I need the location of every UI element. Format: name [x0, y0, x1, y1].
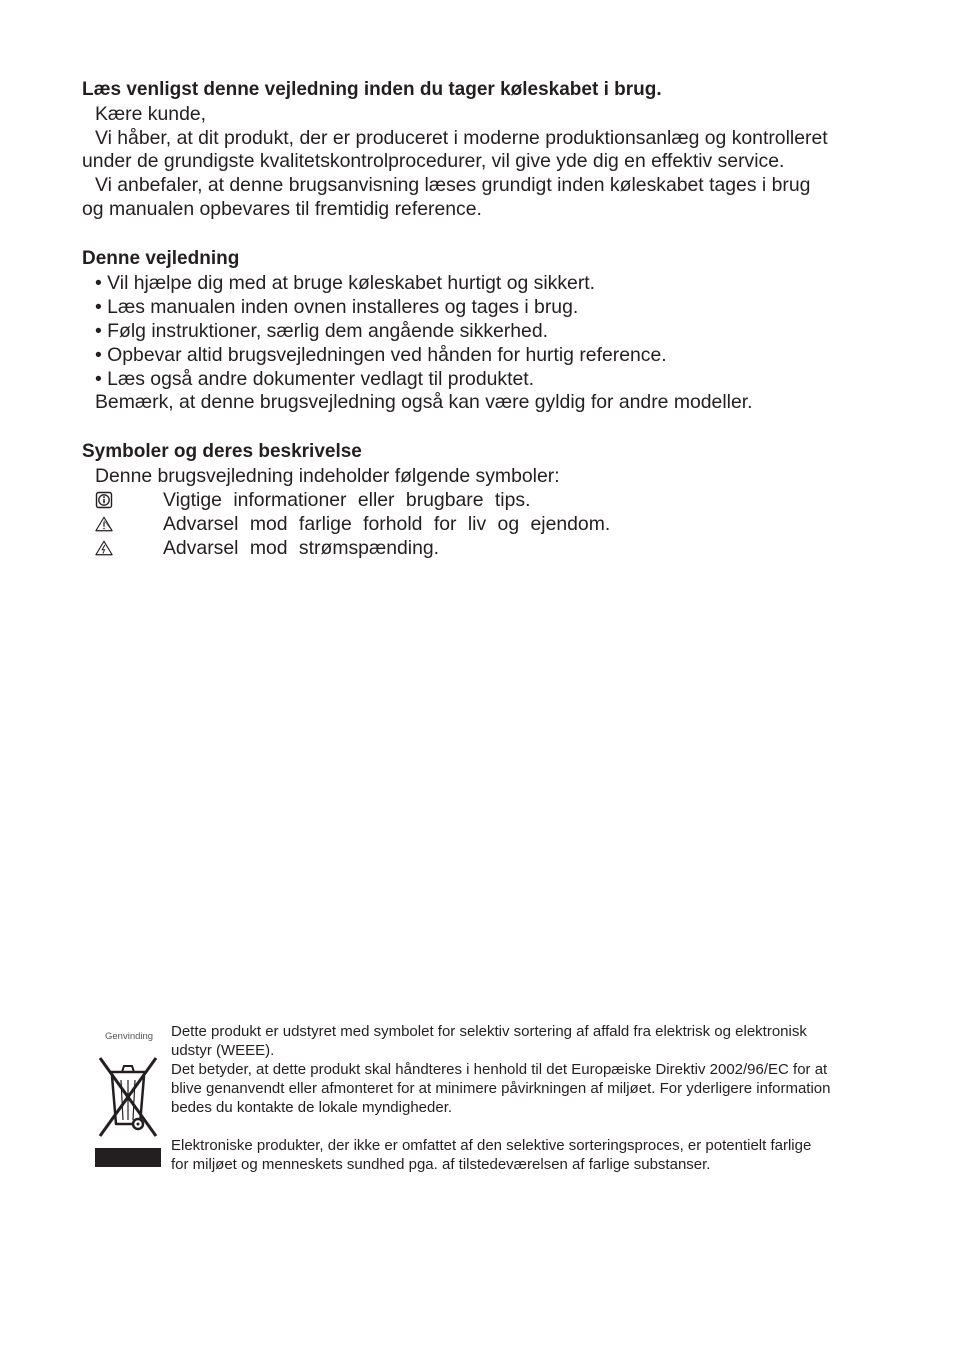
guide-bullet: • Følg instruktioner, særlig dem angående sikkerhed.: [95, 320, 548, 342]
info-icon: [95, 491, 113, 509]
intro-paragraph-1-line-1: Vi håber, at dit produkt, der er produceret i moderne produktionsanlæg og kontrolleret: [95, 127, 828, 149]
weee-paragraph: Elektroniske produkter, der ikke er omfattet af den selektive sorteringsproces, er potentielt farlige for miljøet og menneskets sundhed pga. af tilstedeværelsen af farlige substanser.: [171, 1137, 812, 1173]
intro-paragraph-2-line-1: Vi anbefaler, at denne brugsanvisning læses grundigt inden køleskabet tages i brug: [95, 174, 811, 196]
symbols-heading: Symboler og deres beskrivelse: [82, 441, 362, 462]
intro-heading: Læs venligst denne vejledning inden du tager køleskabet i brug.: [82, 79, 662, 100]
guide-note: Bemærk, at denne brugsvejledning også kan være gyldig for andre modeller.: [95, 391, 753, 413]
symbol-description: Vigtige informationer eller brugbare tips.: [163, 489, 531, 511]
symbol-description: Advarsel mod strømspænding.: [163, 537, 440, 559]
weee-paragraph: Dette produkt er udstyret med symbolet for selektiv sortering af affald fra elektrisk og elektronisk udstyr (WEEE).: [171, 1023, 807, 1059]
guide-bullet: • Læs manualen inden ovnen installeres og tages i brug.: [95, 296, 579, 318]
intro-paragraph-2-line-2: og manualen opbevares til fremtidig reference.: [82, 198, 482, 220]
symbol-row-electric-warning: [95, 536, 655, 560]
weee-paragraph: Det betyder, at dette produkt skal håndteres i henhold til det Europæiske Direktiv 2002/96/EC for at blive genanvendt eller afmonteret for at minimere påvirkningen af miljøet. For yderligere information bedes du kontakte de lokale myndigheder.: [171, 1061, 831, 1116]
symbol-row-warning: [95, 512, 655, 536]
symbol-description: Advarsel mod farlige forhold for liv og ejendom.: [163, 513, 611, 535]
crossed-out-bin-icon: [94, 1050, 162, 1168]
guide-heading: Denne vejledning: [82, 248, 240, 269]
intro-paragraph-1-line-2: under de grundigste kvalitetskontrolprocedurer, vil give yde dig en effektiv service.: [82, 150, 785, 172]
symbols-intro: Denne brugsvejledning indeholder følgende symboler:: [95, 465, 560, 487]
guide-bullet: • Opbevar altid brugsvejledningen ved hånden for hurtig reference.: [95, 344, 667, 366]
warning-icon: [95, 515, 113, 533]
symbol-row-info: [95, 488, 655, 512]
weee-information: [171, 1022, 831, 1174]
guide-bullet: • Læs også andre dokumenter vedlagt til produktet.: [95, 368, 535, 390]
guide-bullet: • Vil hjælpe dig med at bruge køleskabet hurtigt og sikkert.: [95, 272, 596, 294]
electric-warning-icon: [95, 539, 113, 557]
recycling-label: Genvinding: [105, 1031, 154, 1042]
greeting: Kære kunde,: [95, 103, 207, 125]
